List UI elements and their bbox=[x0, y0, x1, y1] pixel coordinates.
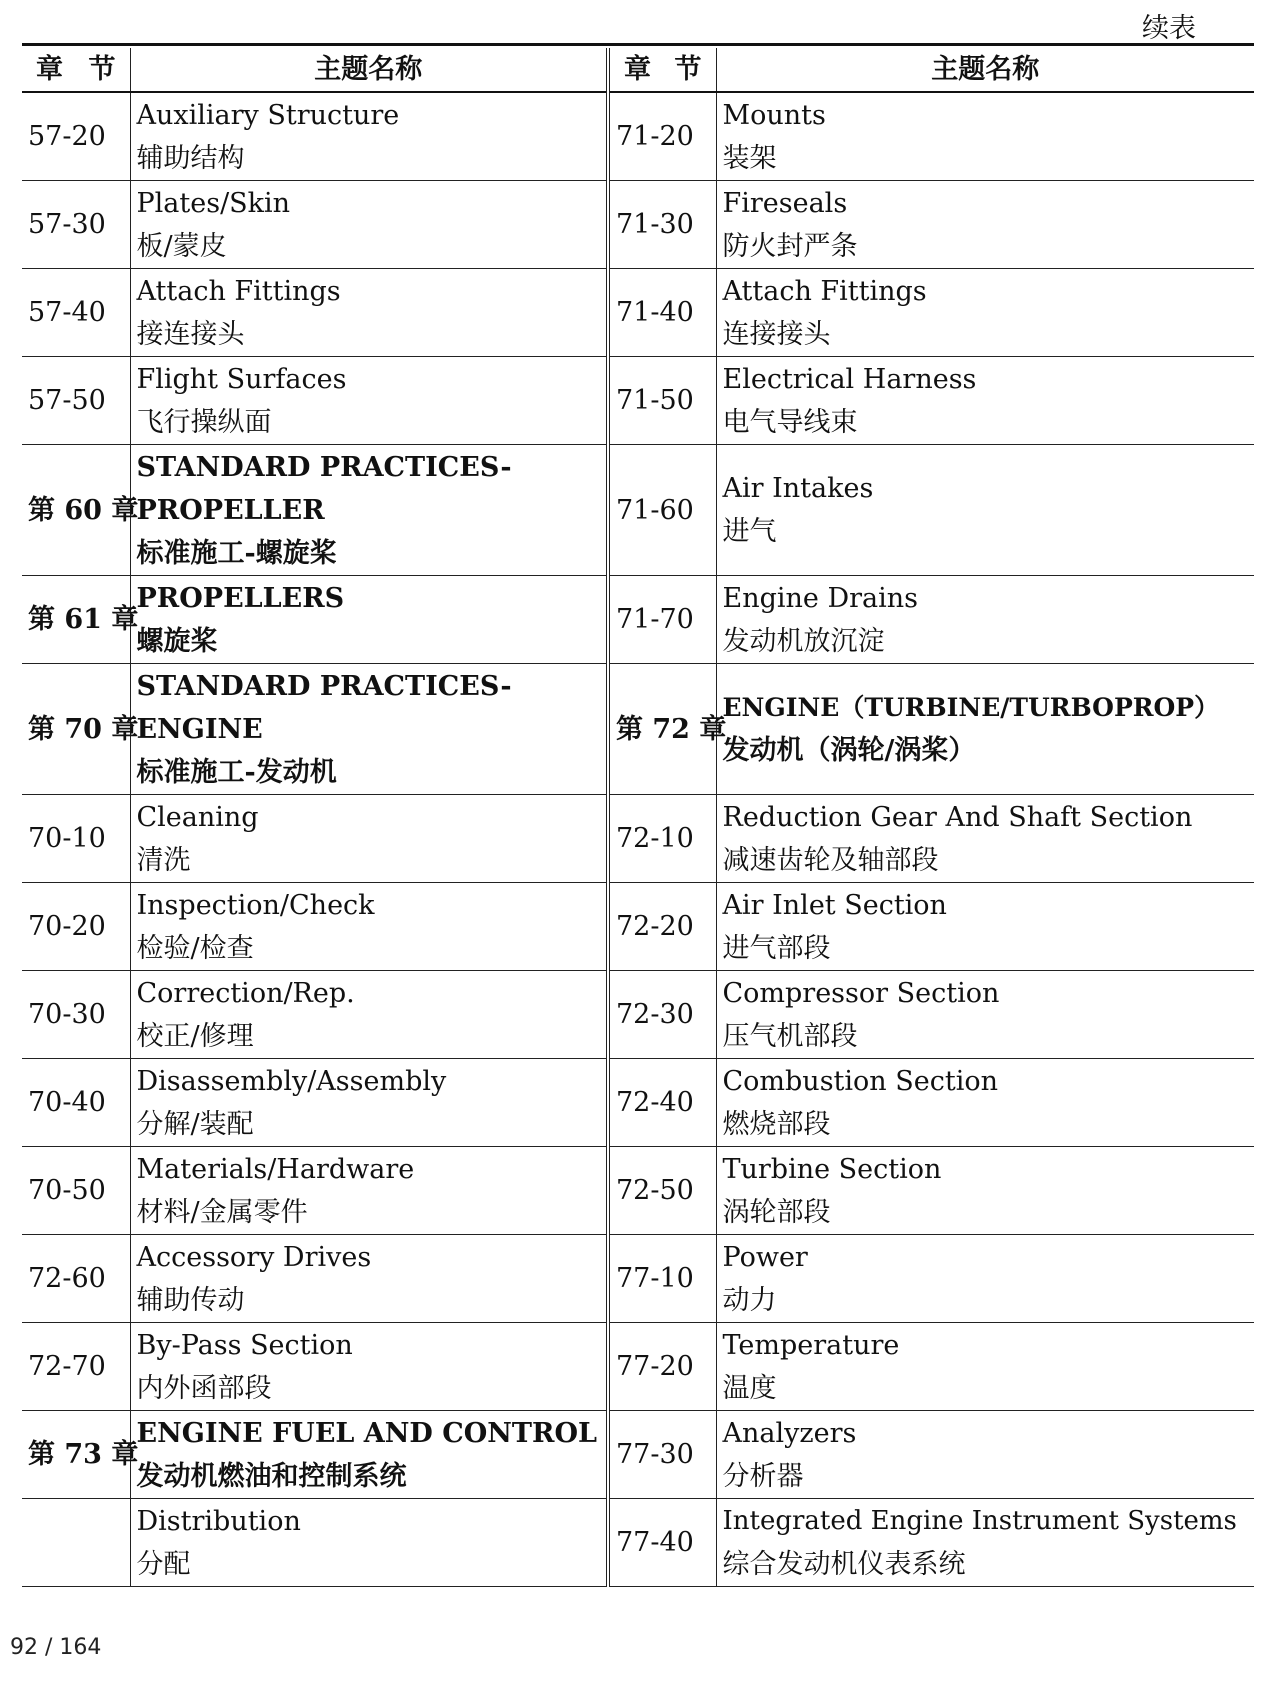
topic-cell: Mounts 装架 bbox=[716, 92, 1254, 181]
chapter-title-cell: STANDARD PRACTICES-PROPELLER 标准施工-螺旋桨 bbox=[130, 445, 608, 576]
table-row bbox=[22, 92, 1254, 181]
topic-cell: Distribution 分配 bbox=[130, 1499, 608, 1587]
table-row bbox=[22, 1411, 1254, 1499]
section-code: 71-60 bbox=[608, 445, 716, 576]
section-code: 57-40 bbox=[22, 269, 130, 357]
topic-cell: By-Pass Section 内外函部段 bbox=[130, 1323, 608, 1411]
section-code: 77-40 bbox=[608, 1499, 716, 1587]
topic-cell: Temperature 温度 bbox=[716, 1323, 1254, 1411]
topic-cell: Accessory Drives 辅助传动 bbox=[130, 1235, 608, 1323]
chapter-title-cell: PROPELLERS 螺旋桨 bbox=[130, 576, 608, 664]
table-row bbox=[22, 1059, 1254, 1147]
section-code: 57-30 bbox=[22, 181, 130, 269]
section-code: 71-50 bbox=[608, 357, 716, 445]
topic-cell: Flight Surfaces 飞行操纵面 bbox=[130, 357, 608, 445]
topic-cell: Power 动力 bbox=[716, 1235, 1254, 1323]
table-row bbox=[22, 1235, 1254, 1323]
topic-cell: Engine Drains 发动机放沉淀 bbox=[716, 576, 1254, 664]
topic-cell: Disassembly/Assembly 分解/装配 bbox=[130, 1059, 608, 1147]
header-chapter-section: 章 节 bbox=[608, 48, 716, 92]
table-row bbox=[22, 1147, 1254, 1235]
section-code bbox=[22, 1499, 130, 1587]
section-code: 72-40 bbox=[608, 1059, 716, 1147]
section-code: 72-60 bbox=[22, 1235, 130, 1323]
topic-cell: Cleaning 清洗 bbox=[130, 795, 608, 883]
section-code: 72-50 bbox=[608, 1147, 716, 1235]
page-indicator: 92 / 164 bbox=[6, 1635, 105, 1660]
chapter-table bbox=[22, 48, 1254, 1587]
table-row bbox=[22, 181, 1254, 269]
section-code: 70-30 bbox=[22, 971, 130, 1059]
table-row bbox=[22, 664, 1254, 795]
chapter-title-cell: ENGINE FUEL AND CONTROL 发动机燃油和控制系统 bbox=[130, 1411, 608, 1499]
table-row bbox=[22, 1323, 1254, 1411]
chapter-code: 第 72 章 bbox=[608, 664, 716, 795]
table-row bbox=[22, 1499, 1254, 1587]
topic-cell: Electrical Harness 电气导线束 bbox=[716, 357, 1254, 445]
chapter-code: 第 73 章 bbox=[22, 1411, 130, 1499]
header-chapter-section: 章 节 bbox=[22, 48, 130, 92]
section-code: 57-20 bbox=[22, 92, 130, 181]
topic-cell: Attach Fittings 连接接头 bbox=[716, 269, 1254, 357]
header-topic-name: 主题名称 bbox=[716, 48, 1254, 92]
table-row bbox=[22, 883, 1254, 971]
section-code: 71-70 bbox=[608, 576, 716, 664]
table-row bbox=[22, 357, 1254, 445]
section-code: 70-10 bbox=[22, 795, 130, 883]
topic-cell: Analyzers 分析器 bbox=[716, 1411, 1254, 1499]
section-code: 57-50 bbox=[22, 357, 130, 445]
topic-cell: Reduction Gear And Shaft Section 减速齿轮及轴部段 bbox=[716, 795, 1254, 883]
table-row bbox=[22, 576, 1254, 664]
section-code: 70-20 bbox=[22, 883, 130, 971]
section-code: 72-70 bbox=[22, 1323, 130, 1411]
topic-cell: Correction/Rep. 校正/修理 bbox=[130, 971, 608, 1059]
table-row bbox=[22, 269, 1254, 357]
table-row bbox=[22, 971, 1254, 1059]
continued-label: 续表 bbox=[1142, 13, 1196, 44]
top-rule bbox=[22, 43, 1254, 46]
section-code: 77-20 bbox=[608, 1323, 716, 1411]
topic-cell: Air Intakes 进气 bbox=[716, 445, 1254, 576]
topic-cell: Materials/Hardware 材料/金属零件 bbox=[130, 1147, 608, 1235]
section-code: 72-20 bbox=[608, 883, 716, 971]
section-code: 77-10 bbox=[608, 1235, 716, 1323]
table-row bbox=[22, 795, 1254, 883]
chapter-title-cell: ENGINE（TURBINE/TURBOPROP） 发动机（涡轮/涡桨） bbox=[716, 664, 1254, 795]
chapter-code: 第 60 章 bbox=[22, 445, 130, 576]
chapter-code: 第 70 章 bbox=[22, 664, 130, 795]
table-row bbox=[22, 445, 1254, 576]
topic-cell: Integrated Engine Instrument Systems 综合发动机仪表系统 bbox=[716, 1499, 1254, 1587]
section-code: 70-40 bbox=[22, 1059, 130, 1147]
table-header-row bbox=[22, 48, 1254, 92]
topic-cell: Combustion Section 燃烧部段 bbox=[716, 1059, 1254, 1147]
topic-cell: Fireseals 防火封严条 bbox=[716, 181, 1254, 269]
topic-cell: Air Inlet Section 进气部段 bbox=[716, 883, 1254, 971]
chapter-title-cell: STANDARD PRACTICES-ENGINE 标准施工-发动机 bbox=[130, 664, 608, 795]
section-code: 72-10 bbox=[608, 795, 716, 883]
topic-cell: Inspection/Check 检验/检查 bbox=[130, 883, 608, 971]
section-code: 71-20 bbox=[608, 92, 716, 181]
section-code: 77-30 bbox=[608, 1411, 716, 1499]
topic-cell: Attach Fittings 接连接头 bbox=[130, 269, 608, 357]
topic-cell: Compressor Section 压气机部段 bbox=[716, 971, 1254, 1059]
section-code: 72-30 bbox=[608, 971, 716, 1059]
section-code: 70-50 bbox=[22, 1147, 130, 1235]
topic-cell: Plates/Skin 板/蒙皮 bbox=[130, 181, 608, 269]
topic-cell: Turbine Section 涡轮部段 bbox=[716, 1147, 1254, 1235]
chapter-code: 第 61 章 bbox=[22, 576, 130, 664]
topic-cell: Auxiliary Structure 辅助结构 bbox=[130, 92, 608, 181]
header-topic-name: 主题名称 bbox=[130, 48, 608, 92]
section-code: 71-40 bbox=[608, 269, 716, 357]
section-code: 71-30 bbox=[608, 181, 716, 269]
